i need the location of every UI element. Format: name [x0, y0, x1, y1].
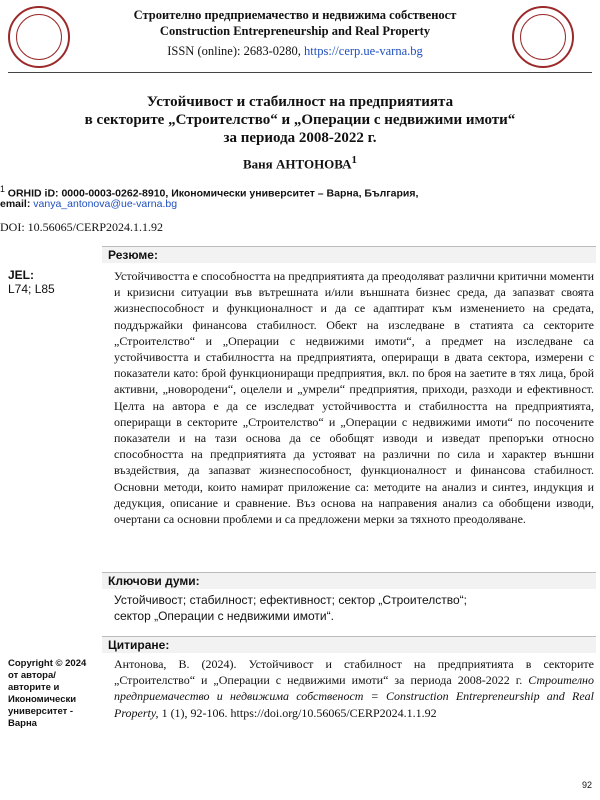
affiliation-orcid: $^1$ ORHID iD: 0000-0003-0262-8910, Икономически университет – Варна, България,	[0, 184, 419, 200]
issn-label: ISSN (online): 2683-0280,	[167, 44, 301, 58]
keywords-line-2: сектор „Операции с недвижими имоти“.	[114, 609, 334, 623]
paper-title-line-3: за периода 2008-2022 г.	[223, 130, 377, 146]
author-name: Ваня АНТОНОВА$^1$	[243, 154, 357, 172]
left-logo-icon	[8, 6, 70, 68]
paper-title-line-2: в секторите „Строителство“ и „Операции с недвижими имоти“	[84, 112, 516, 128]
affiliation-email: email: vanya_antonova@ue-varna.bg	[0, 198, 178, 210]
journal-url-link[interactable]: https://cerp.ue-varna.bg	[304, 44, 423, 58]
citation-text: Антонова, В. (2024). Устойчивост и стабилност на предприятията в секторите „Строителство“ и „Операции с недвижими имоти“ за периода 2008-2022 г. Строително предприемачество и недвижима собственост = Construction Entrepreneurship and Real Property, 1 (1), 92-106. https://doi.org/10.56065/CERP2024.1.1.92	[114, 657, 594, 720]
doi: DOI: 10.56065/CERP2024.1.1.92	[0, 220, 164, 234]
abstract-text: Устойчивостта е способността на предприятията да преодоляват различни критични моменти и кризисни ситуации във вътрешната и/или външната бизнес среда, да запазват своята жизнеспособност и функционалност и да се адаптират към изменението на средата, поддържайки финансова стабилност. Обект на изследване в статията са секторите „Строителство“ и „Операции с недвижими имоти“, а предмет на изследване са устойчивостта и стабилността на предприятията, опериращи в двата сектора, измерени с показатели като: брой функциониращи предприятия, вкл. по броя на заетите в тях лица, брой активни, „новородени“, оцелели и „умрели“ предприятия, приходи, разходи и ефективност. Целта на автора е да се изследват устойчивостта и стабилността на предприятията, опериращи в секторите „Строителство“ и „Операции с недвижими имоти“ по посочените показатели и на тази основа да се обобщят изводи и изведат препоръки относно способността на предприятията да устояват на различни по сила и характер външни въздействия, да запазват жизнеспособност, функционалност и финансова стабилност. Основни методи, които намират приложение са: методите на анализ и синтез, индукция и дедукция, описание и сравнение. Въз основа на направения анализ са обобщени изводи, очертани са основни проблеми и са предложени мерки за тяхното преодоляване.	[114, 269, 594, 527]
right-logo-icon	[512, 6, 574, 68]
citation-heading: Цитиране:	[108, 638, 170, 652]
journal-title-bg: Строително предприемачество и недвижима собственост	[133, 8, 457, 22]
issn-line	[80, 44, 510, 59]
copyright-notice: Copyright © 2024 от автора/ авторите и Икономически университет - Варна	[8, 658, 87, 729]
abstract-heading: Резюме:	[108, 248, 158, 262]
keywords-line-1: Устойчивост; стабилност; ефективност; сектор „Строителство“;	[114, 593, 468, 607]
journal-title-en: Construction Entrepreneurship and Real Property	[159, 24, 431, 38]
email-link[interactable]: vanya_antonova@ue-varna.bg	[33, 198, 178, 210]
jel-codes: JEL: L74; L85	[8, 268, 55, 296]
paper-title-line-1: Устойчивост и стабилност на предприятията	[146, 94, 454, 110]
citation-journal: Строително предприемачество и недвижима собственост = Construction Entrepreneurship and Real Property,	[114, 673, 594, 720]
header-divider	[8, 72, 592, 73]
citation-doi: 1 (1), 92-106. https://doi.org/10.56065/CERP2024.1.1.92	[161, 705, 437, 720]
keywords-heading: Ключови думи:	[108, 574, 200, 588]
citation-heading-bar	[102, 636, 596, 653]
page-number: 92	[581, 780, 592, 790]
abstract-heading-bar	[102, 246, 596, 263]
